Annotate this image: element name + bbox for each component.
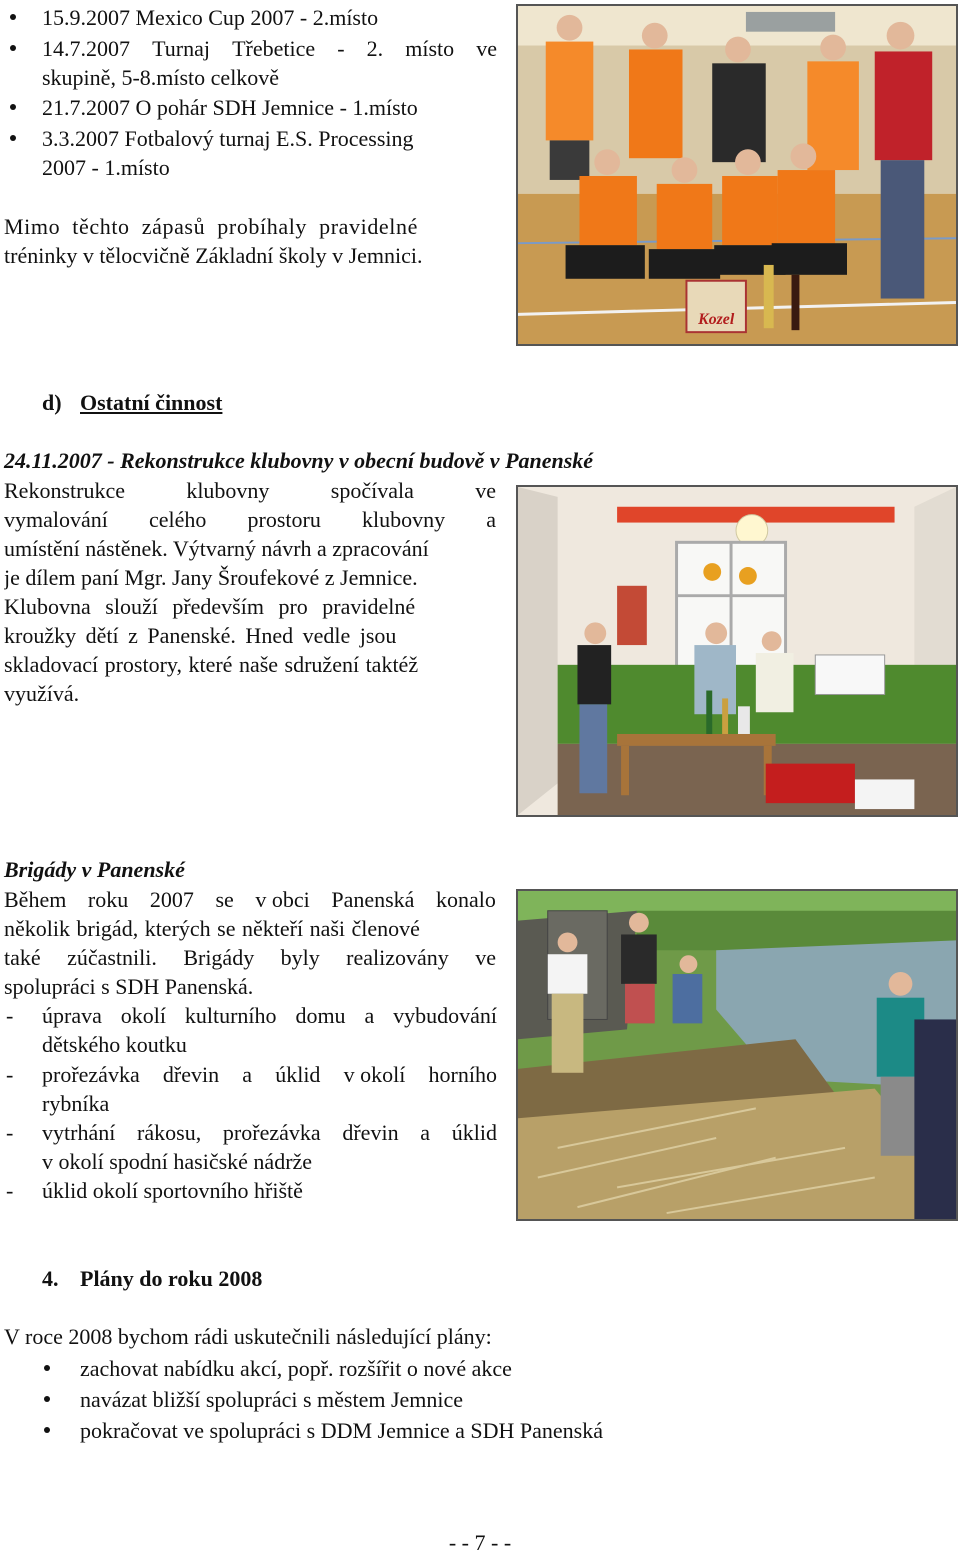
- plans-item-3: pokračovat ve spolupráci s DDM Jemnice a SDH Panenská: [80, 1418, 603, 1443]
- clubroom-line-5: Klubovna slouží především pro pravidelné: [4, 594, 416, 619]
- word: klubovny: [186, 478, 270, 503]
- clubroom-line-6: kroužky dětí z Panenské. Hned vedle jsou: [4, 623, 397, 648]
- bullet: [44, 1427, 50, 1433]
- word: realizovány: [346, 945, 449, 970]
- pond-photo: [516, 889, 958, 1221]
- section-heading-other: Ostatní činnost: [80, 390, 223, 415]
- word: celého: [149, 507, 207, 532]
- bullet: [44, 1365, 50, 1371]
- word: kulturního: [184, 1003, 277, 1028]
- brigady-item-1: [42, 1001, 497, 1030]
- word: Turnaj: [152, 36, 210, 61]
- result-item-1: 15.9.2007 Mexico Cup 2007 - 2.místo: [42, 5, 379, 30]
- bullet: [10, 14, 16, 20]
- word: ve: [475, 945, 496, 970]
- dash: -: [6, 1120, 14, 1145]
- word: také: [4, 945, 41, 970]
- word: prostoru: [247, 507, 321, 532]
- word: v obci: [255, 887, 310, 912]
- word: prořezávka: [222, 1120, 321, 1145]
- word: se: [215, 887, 234, 912]
- brigady-item-3-cont: v okolí spodní hasičské nádrže: [42, 1149, 313, 1174]
- plans-number: 4.: [42, 1266, 59, 1291]
- word: roku: [87, 887, 129, 912]
- clubroom-line-2: [4, 505, 496, 534]
- bullet: [10, 104, 16, 110]
- result-item-4: 3.3.2007 Fotbalový turnaj E.S. Processing: [42, 126, 414, 151]
- clubroom-line-8: využívá.: [4, 681, 80, 706]
- brigady-item-3: [42, 1118, 497, 1147]
- word: Panenská: [331, 887, 415, 912]
- brigady-line-1: [4, 885, 496, 914]
- brigady-item-1-cont: dětského koutku: [42, 1032, 187, 1057]
- word: Rekonstrukce: [4, 478, 125, 503]
- word: místo: [405, 36, 455, 61]
- clubroom-line-3: umístění nástěnek. Výtvarný návrh a zpracování: [4, 536, 429, 561]
- word: klubovny: [361, 507, 446, 532]
- section-heading-letter: d): [42, 390, 62, 415]
- word: 14.7.2007: [42, 36, 130, 61]
- word: Během: [4, 887, 67, 912]
- word: ve: [476, 36, 497, 61]
- bullet: [10, 135, 16, 141]
- word: domu: [295, 1003, 346, 1028]
- word: vybudování: [393, 1003, 497, 1028]
- word: 2007: [149, 887, 194, 912]
- word: a: [364, 1003, 375, 1028]
- result-item-2-cont: skupině, 5-8.místo celkově: [42, 65, 280, 90]
- dash: -: [6, 1003, 14, 1028]
- word: Brigády: [183, 945, 255, 970]
- result-item-2: [42, 34, 497, 63]
- word: konalo: [436, 887, 496, 912]
- word: úklid: [451, 1120, 497, 1145]
- word: horního: [428, 1062, 497, 1087]
- word: v okolí: [343, 1062, 406, 1087]
- word: okolí: [120, 1003, 166, 1028]
- word: a: [242, 1062, 253, 1087]
- word: úprava: [42, 1003, 102, 1028]
- page-number: - - 7 - -: [448, 1530, 512, 1555]
- bullet: [44, 1396, 50, 1402]
- brigady-item-4: úklid okolí sportovního hřiště: [42, 1178, 303, 1203]
- svg-text:Kozel: Kozel: [698, 311, 735, 329]
- result-item-3: 21.7.2007 O pohár SDH Jemnice - 1.místo: [42, 95, 418, 120]
- plans-item-2: navázat bližší spolupráci s městem Jemnice: [80, 1387, 464, 1412]
- word: ve: [475, 478, 496, 503]
- dash: -: [6, 1178, 14, 1203]
- brigady-item-2: [42, 1060, 497, 1089]
- plans-heading: Plány do roku 2008: [80, 1266, 263, 1291]
- word: dřevin: [162, 1062, 220, 1087]
- training-line-2: tréninky v tělocvičně Základní školy v Jemnici.: [4, 243, 423, 268]
- word: vymalování: [4, 507, 108, 532]
- training-line-1: Mimo těchto zápasů probíhaly pravidelné: [4, 214, 418, 239]
- word: 2.: [366, 36, 384, 61]
- bullet: [10, 45, 16, 51]
- word: rákosu,: [137, 1120, 202, 1145]
- brigady-line-2: několik brigád, kterých se někteří naši členové: [4, 916, 420, 941]
- clubroom-line-4: je dílem paní Mgr. Jany Šroufekové z Jemnice.: [4, 565, 418, 590]
- word: zúčastnili.: [67, 945, 157, 970]
- word: -: [337, 36, 345, 61]
- word: úklid: [275, 1062, 321, 1087]
- word: a: [486, 507, 496, 532]
- brigady-item-2-cont: rybníka: [42, 1091, 110, 1116]
- word: prořezávka: [42, 1062, 140, 1087]
- word: byly: [280, 945, 320, 970]
- clubroom-photo: [516, 485, 958, 817]
- event-title: 24.11.2007 - Rekonstrukce klubovny v obecní budově v Panenské: [4, 448, 594, 473]
- brigady-line-3: [4, 943, 496, 972]
- clubroom-line-7: skladovací prostory, které naše sdružení taktéž: [4, 652, 419, 677]
- result-item-4-cont: 2007 - 1.místo: [42, 155, 170, 180]
- word: Třebetice: [232, 36, 316, 61]
- dash: -: [6, 1062, 14, 1087]
- clubroom-line-1: [4, 476, 496, 505]
- word: spočívala: [330, 478, 414, 503]
- plans-item-1: zachovat nabídku akcí, popř. rozšířit o nové akce: [80, 1356, 512, 1381]
- word: a: [420, 1120, 431, 1145]
- plans-intro: V roce 2008 bychom rádi uskutečnili následující plány:: [4, 1324, 492, 1349]
- word: dřevin: [342, 1120, 399, 1145]
- brigady-line-4: spolupráci s SDH Panenská.: [4, 974, 254, 999]
- team-photo: [516, 4, 958, 346]
- brigady-title: Brigády v Panenské: [4, 857, 185, 882]
- word: vytrhání: [42, 1120, 116, 1145]
